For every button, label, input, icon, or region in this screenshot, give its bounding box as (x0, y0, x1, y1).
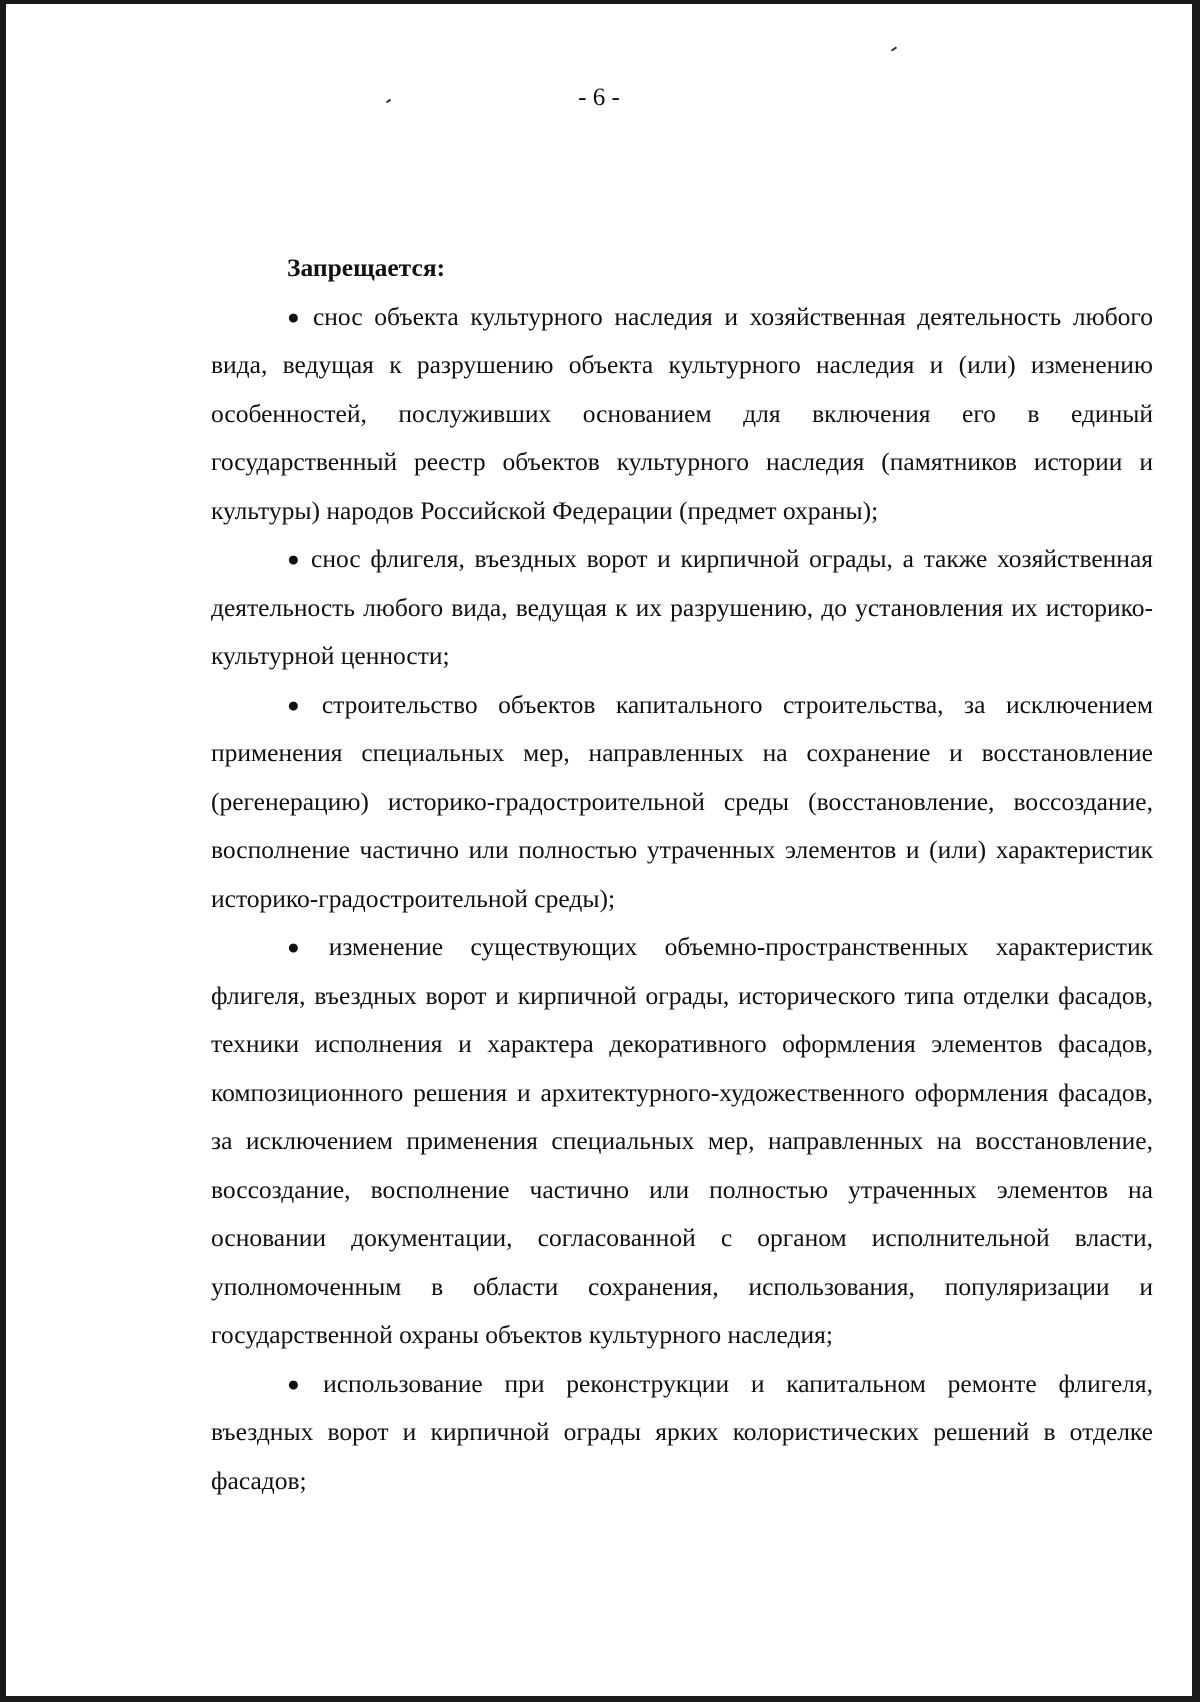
list-item (211, 923, 1153, 1360)
document-body (211, 244, 1153, 1505)
bullet-icon: ● (287, 692, 314, 717)
list-item (211, 681, 1153, 924)
section-heading: Запрещается: (287, 253, 446, 282)
bullet-icon: ● (287, 547, 303, 571)
document-page (6, 4, 1192, 1696)
list-item-text: строительство объектов капитального строительства, за исключением применения специальных мер, направленных на сохранение и восстановление (регенерацию) историко-градостроительной среды (восстановление, воссоздание, восполнение частично или полностью утраченных элементов и (или) характеристик историко-градостроительной среды); (211, 689, 1153, 913)
bullet-icon: ● (287, 1371, 316, 1396)
bullet-icon: ● (287, 935, 321, 959)
list-item-text: снос объекта культурного наследия и хозяйственная деятельность любого вида, ведущая к разрушению объекта культурного наследия и (или) изменению особенностей, послуживших основанием для включения его в единый государственный реестр объектов культурного наследия (памятников истории и культуры) народов Российской Федерации (предмет охраны); (211, 301, 1153, 525)
list-item-text: изменение существующих объемно-пространственных характеристик флигеля, въездных ворот и кирпичной ограды, исторического типа отделки фасадов, техники исполнения и характера декоративного оформления элементов фасадов, композиционного решения и архитектурного-художественного оформления фасадов, за исключением применения специальных мер, направленных на восстановление, воссоздание, восполнение частично или полностью утраченных элементов на основании документации, согласованной с органом исполнительной власти, уполномоченным в области сохранения, использования, популяризации и государственной охраны объектов культурного наследия; (211, 932, 1153, 1349)
scan-speck (891, 46, 897, 51)
list-item-text: использование при реконструкции и капитальном ремонте флигеля, въездных ворот и кирпичной ограды ярких колористических решений в отделке фасадов; (211, 1368, 1153, 1495)
page-number: - 6 - (578, 84, 620, 111)
list-item-text: снос флигеля, въездных ворот и кирпичной ограды, а также хозяйственная деятельность любого вида, ведущая к их разрушению, до установления их историко-культурной ценности; (211, 544, 1153, 670)
list-item (211, 293, 1153, 536)
list-item (211, 1360, 1153, 1506)
list-item (211, 535, 1153, 681)
bullet-icon: ● (287, 304, 305, 329)
